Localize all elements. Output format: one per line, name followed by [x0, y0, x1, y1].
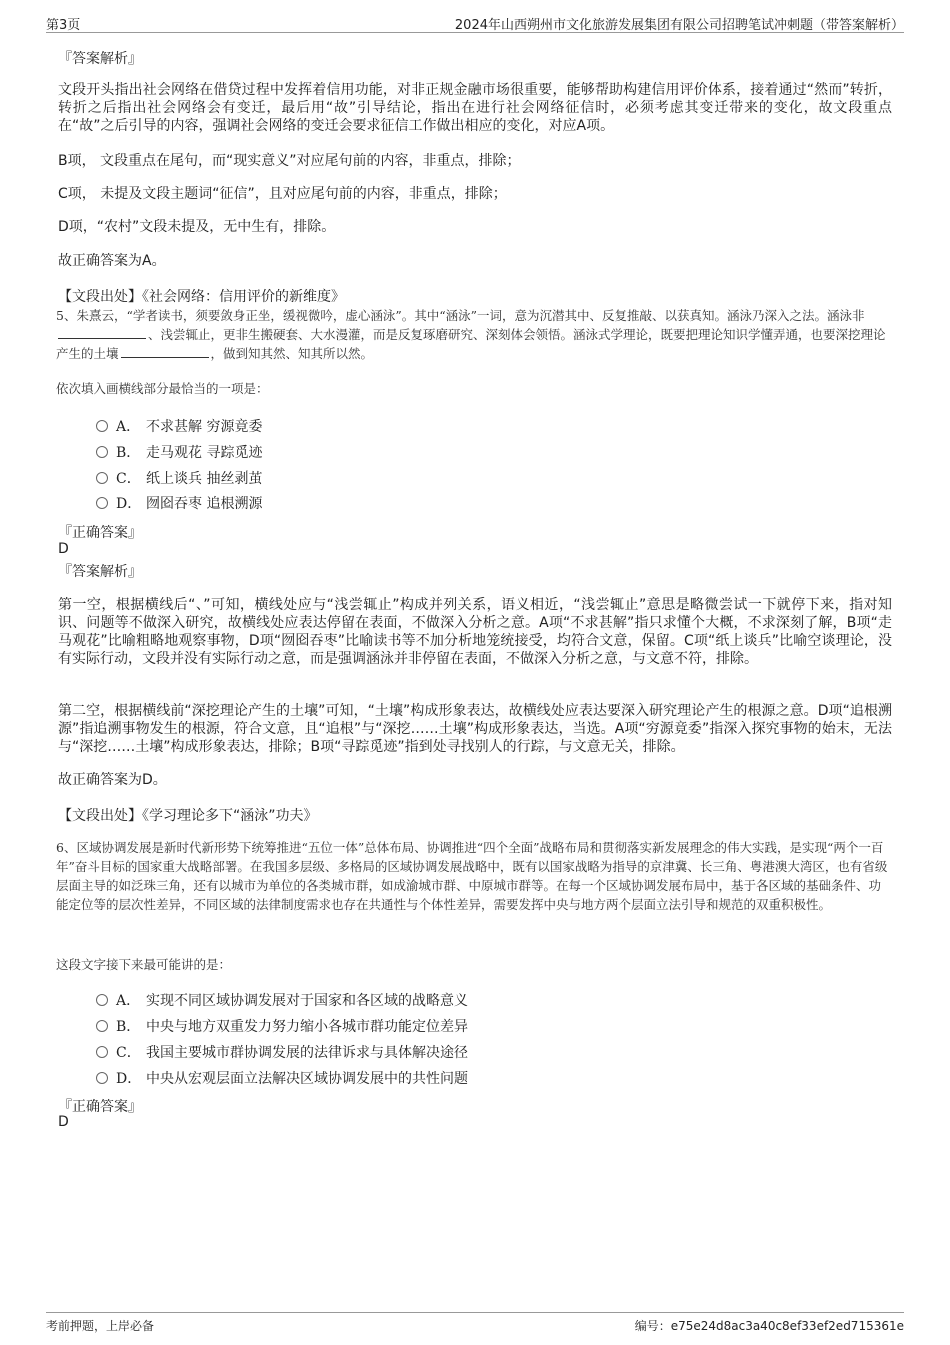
q5-option-c[interactable]: C． 纸上谈兵 抽丝剥茧	[96, 468, 262, 488]
q5-question-text: 5、朱熹云，“学者读书，须要敛身正坐，缓视微吟，虚心涵泳”。其中“涵泳”一词，意为沉潜其中、反复推敲、以获真知。涵泳乃深入之法。涵泳非、浅尝辄止，更非生搬硬套、大水漫灌，而是反复琢磨研究、深刻体会领悟。涵泳式学理论，既要把理论知识学懂弄通，也要深挖理论产生的土壤 ，做到知其然、知其所以然。	[56, 308, 886, 361]
q4-conclusion: 故正确答案为A。	[58, 253, 166, 269]
radio-icon[interactable]	[96, 472, 108, 484]
q5-analysis-p1: 第一空，根据横线后“、”可知，横线处应与“浅尝辄止”构成并列关系，语义相近，“浅尝辄止”意思是略微尝试一下就停下来，指对知识、问题等不做深入研究，故横线处应表达停留在表面，不做深入分析之意。A项“不求甚解”指只求懂个大概，不求深刻了解，B项“走马观花”比喻粗略地观察事物，D项“囫囵吞枣”比喻读书等不加分析地笼统接受，均符合文意，保留。C项“纸上谈兵”比喻空谈理论，没有实际行动，文段并没有实际行动之意，而是强调涵泳并非停留在表面，不做深入分析之意，与文意不符，排除。	[58, 597, 892, 667]
q6-question-text: 6、区域协调发展是新时代新形势下统筹推进“五位一体”总体布局、协调推进“四个全面”战略布局和贯彻落实新发展理念的伟大实践，是实现“两个一百年”奋斗目标的国家重大战略部署。在我国多层级、多格局的区域协调发展战略中，既有以国家战略为指导的京津冀、长三角、粤港澳大湾区，也有省级层面主导的如泛珠三角，还有以城市为单位的各类城市群，如成渝城市群、中原城市群等。在每一个区域协调发展布局中，基于各区域的基础条件、功能定位等的层次性差异，不同区域的法律制度需求也存在共通性与个体性差异，需要发挥中央与地方两个层面立法引导和规范的双重积极性。	[56, 840, 888, 912]
q5-blank-2	[121, 345, 209, 358]
q6-prompt: 这段文字接下来最可能讲的是：	[56, 957, 232, 972]
q5-correct-label: 『正确答案』	[58, 525, 142, 541]
radio-icon[interactable]	[96, 420, 108, 432]
q5-source: 【文段出处】《学习理论多下“涵泳”功夫》	[58, 808, 318, 824]
q6-option-d[interactable]: D． 中央从宏观层面立法解决区域协调发展中的共性问题	[96, 1068, 468, 1088]
q5-option-a[interactable]: A． 不求甚解 穷源竟委	[96, 416, 262, 436]
q5-analysis-p2: 第二空，根据横线前“深挖理论产生的土壤”可知，“土壤”构成形象表达，故横线处应表达要深入研究理论产生的根源之意。D项“追根溯源”指追溯事物发生的根源，符合文意，且“追根”与“深挖……土壤”构成形象表达，当选。A项“穷源竟委”指深入探究事物的始末，无法与“深挖……土壤”构成形象表达，排除；B项“寻踪觅迹”指到处寻找别人的行踪，与文意无关，排除。	[58, 703, 892, 755]
document-title: 2024年山西朔州市文化旅游发展集团有限公司招聘笔试冲刺题（带答案解析）	[454, 18, 904, 33]
q5-answer: D	[58, 541, 69, 557]
q5-blank-1	[58, 326, 146, 339]
q5-option-b[interactable]: B． 走马观花 寻踪觅迹	[96, 442, 262, 462]
q6-option-c[interactable]: C． 我国主要城市群协调发展的法律诉求与具体解决途径	[96, 1042, 468, 1062]
radio-icon[interactable]	[96, 1046, 108, 1058]
q6-answer: D	[58, 1114, 69, 1130]
q6-option-b[interactable]: B． 中央与地方双重发力努力缩小各城市群功能定位差异	[96, 1016, 468, 1036]
footer-slogan: 考前押题，上岸必备	[46, 1319, 155, 1333]
radio-icon[interactable]	[96, 1020, 108, 1032]
q4-analysis-p3: C项， 未提及文段主题词“征信”，且对应尾句前的内容，非重点，排除；	[58, 186, 507, 202]
radio-icon[interactable]	[96, 994, 108, 1006]
q6-correct-label: 『正确答案』	[58, 1099, 142, 1115]
radio-icon[interactable]	[96, 446, 108, 458]
q5-prompt: 依次填入画横线部分最恰当的一项是：	[56, 381, 269, 396]
q5-analysis-label: 『答案解析』	[58, 564, 142, 580]
q5-option-d[interactable]: D． 囫囵吞枣 追根溯源	[96, 493, 262, 513]
document-id: 编号：e75e24d8ac3a40c8ef33ef2ed715361e	[634, 1319, 904, 1333]
page-header	[46, 12, 904, 33]
q6-option-a[interactable]: A． 实现不同区域协调发展对于国家和各区域的战略意义	[96, 990, 468, 1010]
q5-conclusion: 故正确答案为D。	[58, 772, 167, 788]
radio-icon[interactable]	[96, 1072, 108, 1084]
q4-source: 【文段出处】《社会网络：信用评价的新维度》	[58, 289, 345, 305]
q4-analysis-label: 『答案解析』	[58, 51, 142, 67]
q4-analysis-p2: B项， 文段重点在尾句，而“现实意义”对应尾句前的内容，非重点，排除；	[58, 153, 521, 169]
page-number: 第3页	[46, 18, 81, 33]
q4-analysis-p4: D项，“农村”文段未提及，无中生有，排除。	[58, 219, 336, 235]
q4-analysis-p1: 文段开头指出社会网络在借贷过程中发挥着信用功能，对非正规金融市场很重要，能够帮助构建信用评价体系，接着通过“然而”转折，转折之后指出社会网络会有变迁，最后用“故”引导结论，指出在进行社会网络征信时，必须考虑其变迁带来的变化，故文段重点在“故”之后引导的内容，强调社会网络的变迁会要求征信工作做出相应的变化，对应A项。	[58, 82, 892, 134]
radio-icon[interactable]	[96, 497, 108, 509]
page-footer	[46, 1312, 904, 1333]
